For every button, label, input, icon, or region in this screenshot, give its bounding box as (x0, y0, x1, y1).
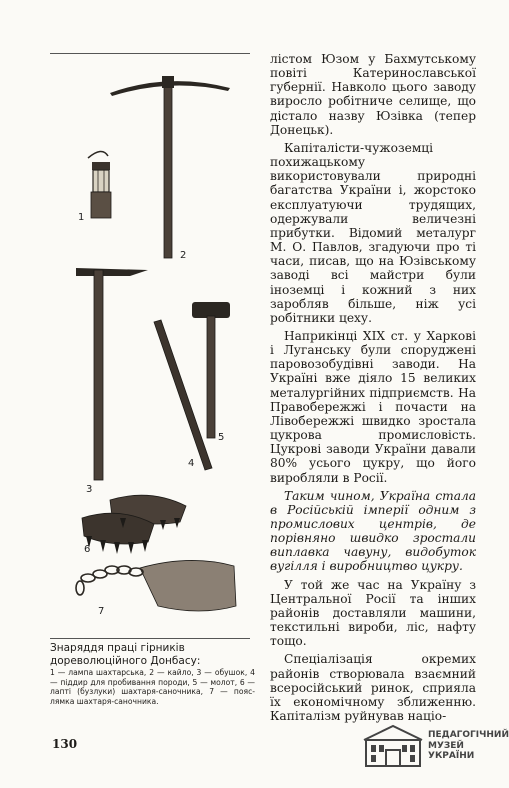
figure-number: 2 (180, 250, 187, 261)
museum-name (428, 730, 509, 762)
belt-strap-drawing (76, 560, 236, 611)
caption-rule (50, 638, 250, 639)
museum-logo-icon (362, 722, 424, 770)
body-paragraph-emphasis: Таким чином, Україна стала в Російській імперії одним з промислових центрів, де порівняно швидко зростали виплавка чавуну, видобуток вугілля і виробництво цукру. (270, 488, 476, 574)
museum-name-line: ПЕДАГОГІЧНИЙ (428, 730, 509, 740)
figure-number: 4 (188, 458, 195, 469)
body-paragraph: Спеціалізація окремих районів створювала взаємний всеросійський ринок, сприяла їх економічному зближенню. Капіталізм руйнував націо- (270, 652, 476, 724)
figure-number: 5 (218, 432, 225, 443)
body-paragraph: У той же час на Україну з Центральної Росії та інших районів доставляли машини, текстильні вироби, ліс, нафту тощо. (270, 577, 476, 649)
body-paragraph: Наприкінці XIX ст. у Харкові і Луганську були споруджені паровозобудівні заводи. На Україні вже діяло 15 великих металургійних підприємств. На Правобережжі і почасти на Лівобережжі швидко зростала цукрова промисловість. Цукрові заводи України давали 80% усього цукру, що його виробляли в Росії. (270, 328, 476, 485)
figure-number: 7 (98, 606, 105, 617)
figure-number: 1 (78, 212, 85, 223)
body-paragraph: Капіталісти-чужоземці похижацькому використовували природні багатства України і, жорстоко експлуатуючи трудящих, одержували величезні прибутки. Відомий металург М. О. Павлов, згадуючи про ті часи, писав, що на Юзівському заводі всі майстри були іноземці і кожний з них заробляв більше, ніж усі робітники цеху. (270, 140, 476, 325)
miner-lamp-drawing (88, 151, 111, 218)
museum-name-line: МУЗЕЙ (428, 740, 464, 751)
caption-legend: 1 — лампа шахтарська, 2 — кайло, 3 — обушок, 4 — піддир для пробивання породи, 5 — молот, 6 — лапті (бузлуки) шахтаря-саночника, 7 — пояс-лямка шахтаря-саночника. (50, 668, 255, 706)
obushok-drawing (76, 268, 148, 480)
hammer-drawing (192, 302, 230, 438)
podyr-bar-drawing (154, 320, 212, 470)
figure-number: 3 (86, 484, 93, 495)
top-rule (50, 53, 250, 54)
lapti-drawing (82, 495, 186, 554)
museum-name-line: УКРАЇНИ (428, 751, 475, 761)
body-paragraph: лістом Юзом у Бахмутському повіті Катеринославської губернії. Навколо цього заводу виросло робітниче селище, що дістало назву Юзівка (тепер Донецьк). (270, 52, 476, 137)
page-number: 130 (52, 737, 78, 751)
caption-title: Знаряддя праці гірників дореволюційного Донбасу: (50, 642, 201, 667)
museum-watermark (362, 722, 509, 774)
mining-tools-illustration (50, 58, 255, 636)
figure-number: 6 (84, 544, 91, 555)
pickaxe-drawing (110, 76, 230, 258)
body-text-column (270, 52, 476, 727)
